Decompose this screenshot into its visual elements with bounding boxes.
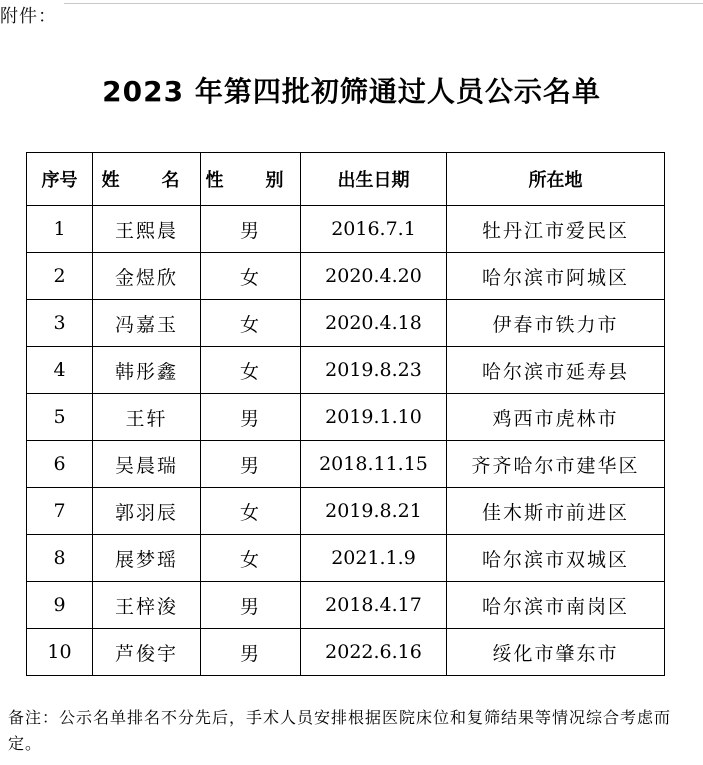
cell-gender: 女	[201, 535, 301, 582]
cell-gender: 男	[201, 629, 301, 676]
cell-location: 鸡西市虎林市	[447, 394, 665, 441]
table-row	[27, 347, 665, 394]
cell-gender: 男	[201, 206, 301, 253]
header-location: 所在地	[447, 153, 665, 206]
cell-birth-date: 2021.1.9	[301, 535, 447, 582]
cell-gender: 女	[201, 253, 301, 300]
table-row	[27, 300, 665, 347]
cell-birth-date: 2019.8.21	[301, 488, 447, 535]
top-rule	[64, 3, 703, 4]
cell-name: 芦俊宇	[93, 629, 201, 676]
cell-location: 佳木斯市前进区	[447, 488, 665, 535]
cell-gender: 男	[201, 441, 301, 488]
table-row	[27, 253, 665, 300]
table-row	[27, 535, 665, 582]
table-header-row	[27, 153, 665, 206]
header-gender: 性 别	[201, 153, 301, 206]
cell-birth-date: 2019.8.23	[301, 347, 447, 394]
attachment-label: 附件：	[0, 6, 57, 27]
cell-location: 哈尔滨市阿城区	[447, 253, 665, 300]
cell-gender: 女	[201, 488, 301, 535]
header-birth-date: 出生日期	[301, 153, 447, 206]
header-serial: 序号	[27, 153, 93, 206]
table-row	[27, 441, 665, 488]
cell-name: 金煜欣	[93, 253, 201, 300]
cell-serial: 3	[27, 300, 93, 347]
cell-serial: 9	[27, 582, 93, 629]
table-row	[27, 488, 665, 535]
cell-name: 展梦瑶	[93, 535, 201, 582]
remarks-note: 备注：公示名单排名不分先后，手术人员安排根据医院床位和复筛结果等情况综合考虑而定。	[8, 708, 672, 753]
roster-table	[26, 152, 665, 676]
cell-name: 王梓浚	[93, 582, 201, 629]
cell-serial: 1	[27, 206, 93, 253]
table-row	[27, 394, 665, 441]
cell-birth-date: 2020.4.20	[301, 253, 447, 300]
cell-location: 伊春市铁力市	[447, 300, 665, 347]
cell-serial: 5	[27, 394, 93, 441]
cell-birth-date: 2019.1.10	[301, 394, 447, 441]
cell-location: 哈尔滨市双城区	[447, 535, 665, 582]
table-row	[27, 629, 665, 676]
cell-birth-date: 2020.4.18	[301, 300, 447, 347]
cell-gender: 男	[201, 394, 301, 441]
cell-name: 郭羽辰	[93, 488, 201, 535]
table-row	[27, 206, 665, 253]
page-title: 2023 年第四批初筛通过人员公示名单	[102, 75, 601, 108]
cell-gender: 女	[201, 347, 301, 394]
table-body	[27, 206, 665, 676]
cell-location: 哈尔滨市南岗区	[447, 582, 665, 629]
cell-serial: 4	[27, 347, 93, 394]
cell-name: 韩彤鑫	[93, 347, 201, 394]
cell-name: 吴晨瑞	[93, 441, 201, 488]
cell-name: 王轩	[93, 394, 201, 441]
cell-serial: 8	[27, 535, 93, 582]
cell-location: 齐齐哈尔市建华区	[447, 441, 665, 488]
cell-birth-date: 2018.4.17	[301, 582, 447, 629]
cell-birth-date: 2016.7.1	[301, 206, 447, 253]
cell-birth-date: 2022.6.16	[301, 629, 447, 676]
cell-location: 牡丹江市爱民区	[447, 206, 665, 253]
header-name: 姓 名	[93, 153, 201, 206]
cell-serial: 6	[27, 441, 93, 488]
cell-serial: 10	[27, 629, 93, 676]
cell-serial: 7	[27, 488, 93, 535]
cell-gender: 男	[201, 582, 301, 629]
cell-serial: 2	[27, 253, 93, 300]
cell-name: 冯嘉玉	[93, 300, 201, 347]
cell-gender: 女	[201, 300, 301, 347]
cell-birth-date: 2018.11.15	[301, 441, 447, 488]
cell-location: 绥化市肇东市	[447, 629, 665, 676]
cell-name: 王熙晨	[93, 206, 201, 253]
cell-location: 哈尔滨市延寿县	[447, 347, 665, 394]
table-row	[27, 582, 665, 629]
